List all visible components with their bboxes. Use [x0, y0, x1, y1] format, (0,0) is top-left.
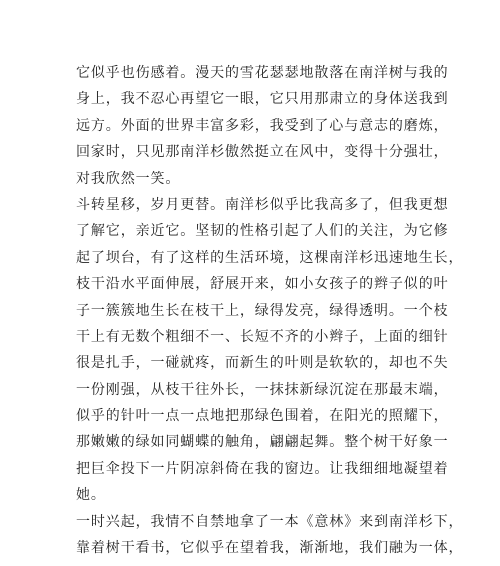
text-line: 干上有无数个粗细不一、长短不齐的小辫子，上面的细针 [76, 328, 449, 345]
text-line: 斗转星移，岁月更替。南洋杉似乎比我高多了，但我更想 [76, 196, 449, 213]
text-line: 似乎的针叶一点一点地把那绿色围着，在阳光的照耀下， [76, 408, 449, 425]
text-line: 把巨伞投下一片阴凉斜倚在我的窗边。让我细细地凝望着 [76, 460, 449, 477]
text-line: 远方。外面的世界丰富多彩，我受到了心与意志的磨炼， [76, 117, 449, 134]
text-line: 一时兴起，我情不自禁地拿了一本《意林》来到南洋杉下， [76, 513, 464, 530]
text-line: 起了坝台，有了这样的生活环境，这棵南洋杉迅速地生长， [76, 249, 464, 266]
text-line: 它似乎也伤感着。漫天的雪花瑟瑟地散落在南洋树与我的 [76, 65, 449, 81]
text-line: 对我欣然一笑。 [76, 170, 181, 187]
body-text [76, 60, 464, 561]
text-line: 枝干沿水平面伸展，舒展开来，如小女孩子的辫子似的叶 [76, 276, 449, 293]
text-line: 子一簇簇地生长在枝干上，绿得发亮，绿得透明。一个枝 [76, 302, 449, 319]
text-line: 她。 [76, 487, 106, 504]
text-line: 回家时，只见那南洋杉傲然挺立在风中，变得十分强壮， [76, 144, 449, 161]
text-line: 身上，我不忍心再望它一眼，它只用那肃立的身体送我到 [76, 91, 449, 108]
text-line: 很是扎手，一碰就疼，而新生的叶则是软软的，却也不失 [76, 355, 449, 372]
text-line: 靠着树干看书，它似乎在望着我，渐渐地，我们融为一体， [76, 540, 464, 557]
text-line: 那嫩嫩的绿如同蝴蝶的触角，翩翩起舞。整个树干好象一 [76, 434, 449, 451]
text-line: 一份刚强，从枝干往外长，一抹抹新绿沉淀在那最末端， [76, 381, 449, 398]
text-line: 了解它，亲近它。坚韧的性格引起了人们的关注，为它修 [76, 223, 449, 240]
